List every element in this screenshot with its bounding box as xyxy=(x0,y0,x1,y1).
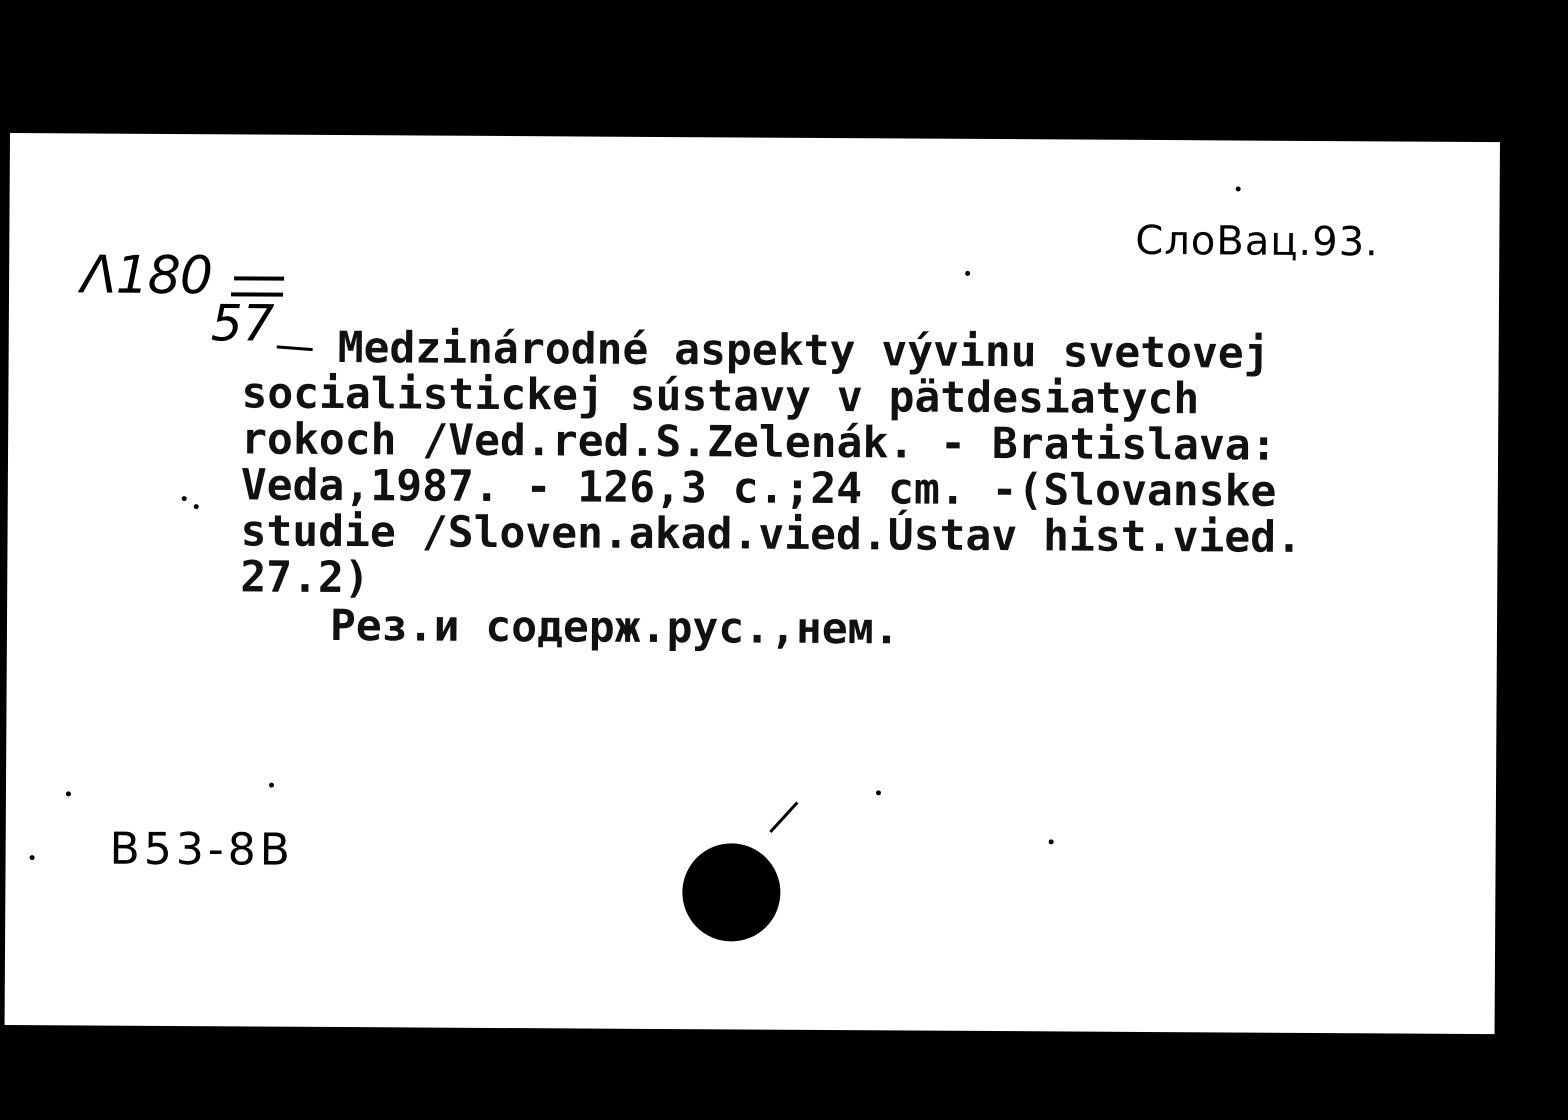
entry-line: 27.2) xyxy=(240,552,370,604)
dust-speck xyxy=(182,496,187,501)
dust-speck xyxy=(965,271,970,276)
dust-speck xyxy=(876,790,881,795)
shelfmark-number: 57 xyxy=(210,294,275,353)
dust-speck xyxy=(269,783,274,788)
catalog-card xyxy=(5,133,1500,1034)
dust-speck xyxy=(1236,186,1241,191)
entry-line: socialistickej sústavy v pätdesiatych xyxy=(241,368,1200,425)
pencil-scratch xyxy=(769,801,798,833)
dust-speck xyxy=(194,504,199,509)
shelfmark-dash-top xyxy=(234,276,284,280)
accession-number: B53-8B xyxy=(109,823,295,876)
dust-speck xyxy=(1049,839,1054,844)
entry-line: Veda,1987. - 126,3 c.;24 cm. -(Slovanske xyxy=(240,460,1277,517)
entry-line: studie /Sloven.akad.vied.Ústav hist.vied. xyxy=(240,506,1303,563)
dust-speck xyxy=(30,855,35,860)
entry-line-title: Medzinárodné aspekty vývinu svetovej xyxy=(337,323,1270,379)
entry-line: rokoch /Ved.red.S.Zelenák. - Bratislava: xyxy=(240,414,1277,471)
collection-mark: СлоВац.93. xyxy=(1135,217,1379,266)
punch-hole xyxy=(682,843,781,942)
dust-speck xyxy=(66,791,71,796)
bibliographic-entry xyxy=(240,324,1487,656)
shelfmark-class: Λ180 xyxy=(80,245,213,307)
entry-note: Рез.и содерж.рус.,нем. xyxy=(329,600,900,655)
